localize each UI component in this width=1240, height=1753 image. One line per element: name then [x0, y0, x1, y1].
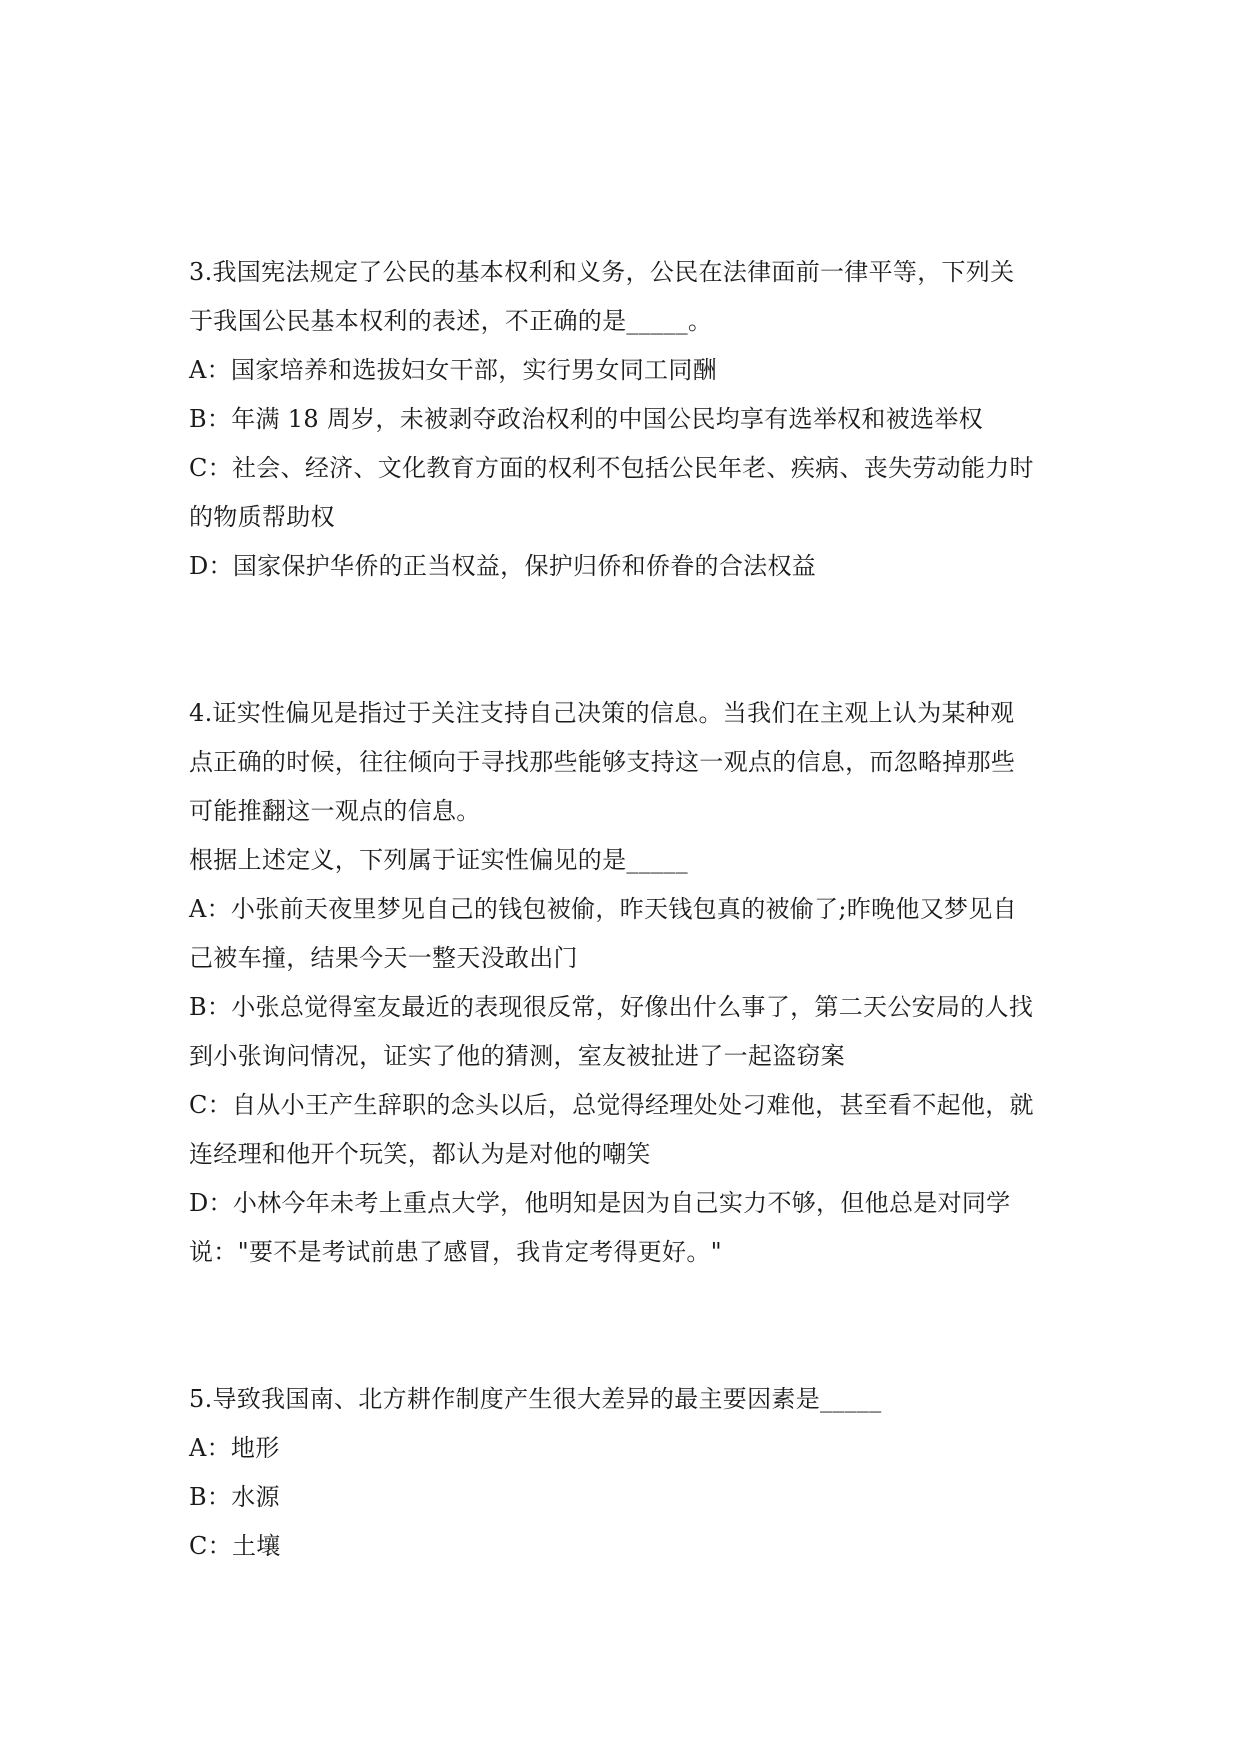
question-5-option-b: B：水源 — [189, 1483, 280, 1511]
question-4-option-c-line-2: 连经理和他开个玩笑，都认为是对他的嘲笑 — [189, 1140, 651, 1168]
question-4-option-a-line-2: 己被车撞，结果今天一整天没敢出门 — [189, 944, 578, 972]
question-4-stem-line-1: 4.证实性偏见是指过于关注支持自己决策的信息。当我们在主观上认为某种观 — [189, 699, 1015, 727]
question-4-option-c-line-1: C：自从小王产生辞职的念头以后，总觉得经理处处刁难他，甚至看不起他，就 — [189, 1091, 1034, 1119]
question-4-stem-line-3: 可能推翻这一观点的信息。 — [189, 797, 481, 825]
question-4-option-b-line-2: 到小张询问情况，证实了他的猜测，室友被扯进了一起盗窃案 — [189, 1042, 846, 1070]
question-5-option-a: A：地形 — [189, 1434, 280, 1462]
question-3-option-c-line-2: 的物质帮助权 — [189, 503, 335, 531]
question-4-option-b-line-1: B：小张总觉得室友最近的表现很反常，好像出什么事了，第二天公安局的人找 — [189, 993, 1034, 1021]
question-3-option-b: B：年满 18 周岁，未被剥夺政治权利的中国公民均享有选举权和被选举权 — [189, 405, 983, 433]
question-4-stem-line-4: 根据上述定义，下列属于证实性偏见的是_____ — [189, 846, 688, 874]
question-3-option-d: D：国家保护华侨的正当权益，保护归侨和侨眷的合法权益 — [189, 552, 817, 580]
question-5-stem-line-1: 5.导致我国南、北方耕作制度产生很大差异的最主要因素是_____ — [189, 1385, 882, 1413]
question-4-option-d-line-1: D：小林今年未考上重点大学，他明知是因为自己实力不够，但他总是对同学 — [189, 1189, 1011, 1217]
question-3-stem-line-1: 3.我国宪法规定了公民的基本权利和义务，公民在法律面前一律平等，下列关 — [189, 258, 1015, 286]
question-3-stem-line-2: 于我国公民基本权利的表述，不正确的是_____。 — [189, 307, 713, 335]
question-3-option-a: A：国家培养和选拔妇女干部，实行男女同工同酬 — [189, 356, 717, 384]
question-4-option-d-line-2: 说："要不是考试前患了感冒，我肯定考得更好。" — [189, 1238, 722, 1266]
question-4-stem-line-2: 点正确的时候，往往倾向于寻找那些能够支持这一观点的信息，而忽略掉那些 — [189, 748, 1016, 776]
question-5-option-c: C：土壤 — [189, 1532, 281, 1560]
question-3-option-c-line-1: C：社会、经济、文化教育方面的权利不包括公民年老、疾病、丧失劳动能力时 — [189, 454, 1034, 482]
question-4-option-a-line-1: A：小张前天夜里梦见自己的钱包被偷，昨天钱包真的被偷了;昨晚他又梦见自 — [189, 895, 1017, 923]
